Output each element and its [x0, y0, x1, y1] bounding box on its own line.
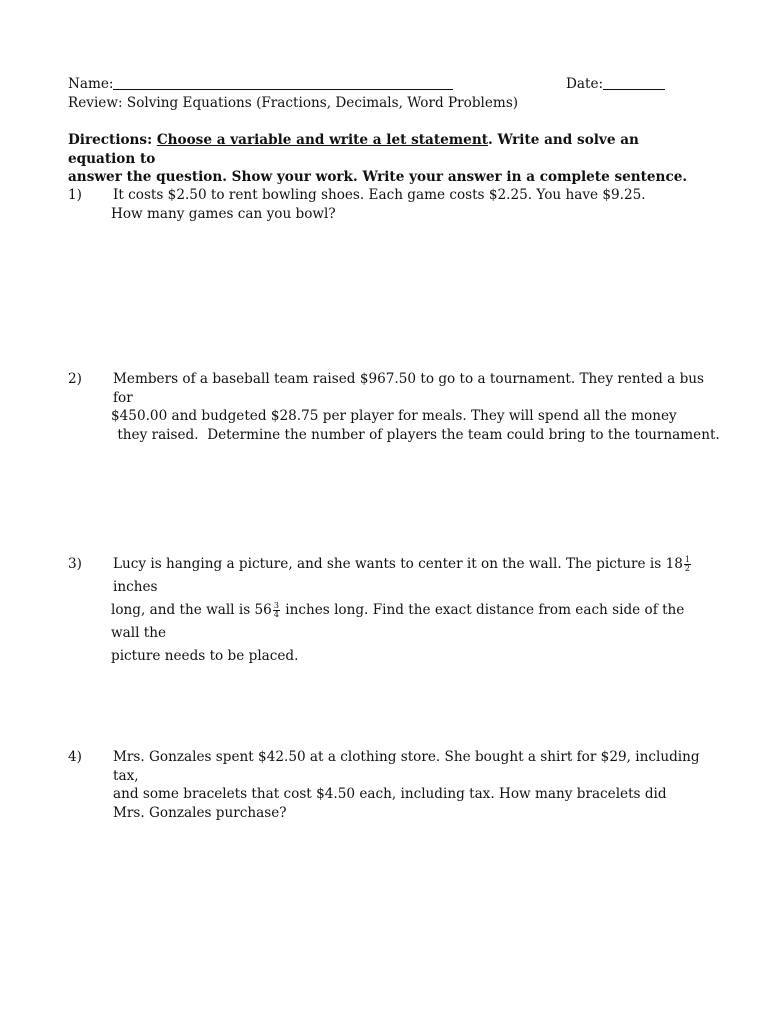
fraction-1-denominator: 2 — [684, 564, 690, 573]
fraction-1 — [684, 556, 691, 573]
question-2-line-3: they raised. Determine the number of players the team could bring to the tournament. — [113, 426, 720, 443]
question-2-line-2: $450.00 and budgeted $28.75 per player for meals. They will spend all the money — [111, 408, 677, 424]
date-label: Date: — [566, 76, 604, 92]
fraction-1-whole: 18 — [665, 556, 683, 572]
name-blank-line[interactable] — [113, 89, 453, 90]
name-label: Name: — [68, 76, 114, 92]
question-3-line-1b: inches — [113, 579, 158, 595]
question-3-line-2a: long, and the wall is — [111, 602, 251, 618]
fraction-1-numerator: 1 — [684, 555, 690, 564]
directions-underlined: Choose a variable and write a let statement — [156, 132, 488, 148]
date-blank-line[interactable] — [603, 89, 665, 90]
question-1-line-2: How many games can you bowl? — [111, 205, 336, 222]
directions-rest: . Write and solve an equation to — [68, 132, 639, 167]
question-3-line-3: picture needs to be placed. — [111, 648, 299, 664]
fraction-2-whole: 56 — [254, 602, 272, 618]
fraction-2-numerator: 3 — [273, 601, 279, 610]
question-4-line-1: Mrs. Gonzales spent $42.50 at a clothing store. She bought a shirt for $29, including tax, — [113, 749, 700, 784]
question-4-line-2: and some bracelets that cost $4.50 each, including tax. How many bracelets did — [113, 786, 667, 802]
question-4-line-3: Mrs. Gonzales purchase? — [113, 804, 287, 821]
review-title: Review: Solving Equations (Fractions, Decimals, Word Problems) — [68, 95, 519, 111]
question-4-number: 4) — [68, 749, 82, 765]
question-1-text — [113, 186, 713, 223]
question-3-number: 3) — [68, 556, 82, 572]
question-3-line-2 — [111, 599, 713, 645]
question-4-text — [113, 748, 713, 822]
question-3-line-2b: inches long. Find the exact distance from each side of the wall the — [111, 602, 685, 641]
directions-line2: answer the question. Show your work. Write your answer in a complete sentence. — [68, 169, 688, 185]
question-1-line-1: It costs $2.50 to rent bowling shoes. Each game costs $2.25. You have $9.25. — [113, 187, 646, 203]
question-2-line-1: Members of a baseball team raised $967.50 to go to a tournament. They rented a bus for — [113, 371, 705, 406]
question-3-text — [113, 553, 713, 668]
fraction-2 — [273, 602, 280, 619]
question-2-number: 2) — [68, 371, 82, 387]
directions-label: Directions: — [68, 132, 153, 148]
question-1-number: 1) — [68, 187, 82, 203]
question-2-text — [111, 370, 720, 444]
fraction-2-denominator: 4 — [273, 610, 279, 619]
question-3-line-1a: Lucy is hanging a picture, and she wants to center it on the wall. The picture is — [113, 556, 662, 572]
directions — [68, 131, 708, 187]
header-row — [68, 75, 708, 95]
question-3-line-1 — [113, 553, 713, 599]
